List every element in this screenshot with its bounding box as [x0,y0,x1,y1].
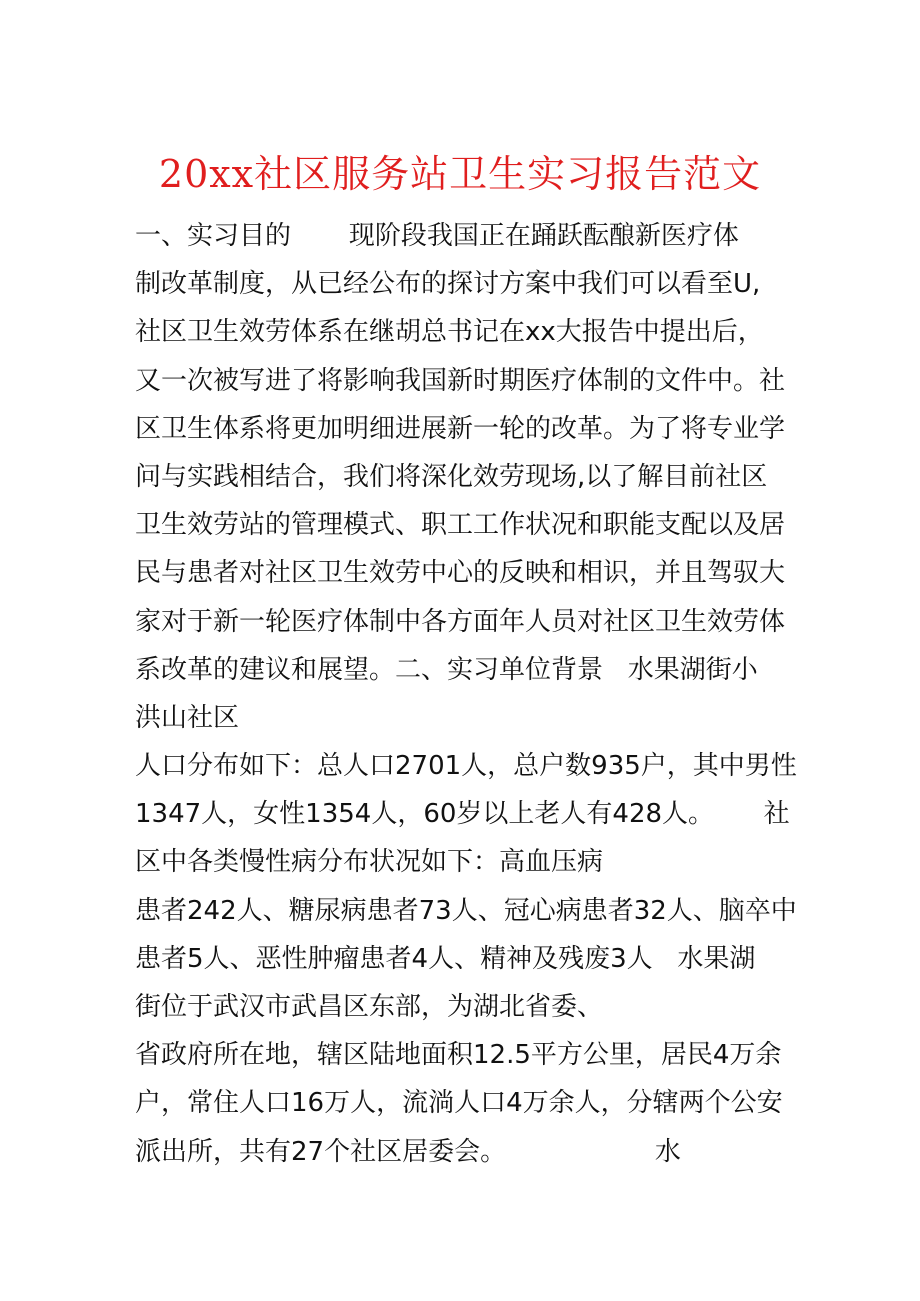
text-line: 街位于武汉市武昌区东部，为湖北省委、 [135,992,604,1022]
text-line: 患者242人、糖尿病患者73人、冠心病患者32人、脑卒中 [135,895,797,926]
document-body [135,212,835,1176]
text-line: 又一次被写进了将影响我国新时期医疗体制的文件中。社 [135,365,786,396]
text-line: 一、实习目的 现阶段我国正在踊跃酝酿新医疗体 [135,221,739,251]
text-line: 1347人，女性1354人，60岁以上老人有428人。 社 [135,799,790,830]
text-line: 区卫生体系将更加明细进展新一轮的改革。为了将专业学 [135,413,786,444]
text-line: 人口分布如下：总人口2701人，总户数935户，其中男性 [135,751,797,782]
text-line: 社区卫生效劳体系在继胡总书记在xx大报告中提出后， [135,317,764,348]
text-line: 家对于新一轮医疗体制中各方面年人员对社区卫生效劳体 [135,606,786,637]
text-line: 户，常住人口16万人，流淌人口4万余人，分辖两个公安 [135,1088,783,1119]
text-line: 民与患者对社区卫生效劳中心的反映和相识，并且驾驭大 [135,558,786,589]
text-line: 派出所，共有27个社区居委会。 水 [135,1136,681,1167]
text-line: 系改革的建议和展望。二、实习单位背景 水果湖街小 [135,654,758,685]
text-line: 洪山社区 [135,702,240,733]
text-line: 患者5人、恶性肿瘤患者4人、精神及残废3人 水果湖 [135,943,756,974]
text-line: 卫生效劳站的管理模式、职工工作状况和职能支配以及居 [135,510,786,541]
text-line: 制改革制度，从已经公布的探讨方案中我们可以看至U, [135,269,761,300]
document-title: 20xx社区服务站卫生实习报告范文 [158,152,762,196]
text-line: 省政府所在地，辖区陆地面积12.5平方公里，居民4万余 [135,1040,782,1071]
text-line: 问与实践相结合，我们将深化效劳现场,以了解目前社区 [135,461,768,492]
text-line: 区中各类慢性病分布状况如下：高血压病 [135,847,604,878]
